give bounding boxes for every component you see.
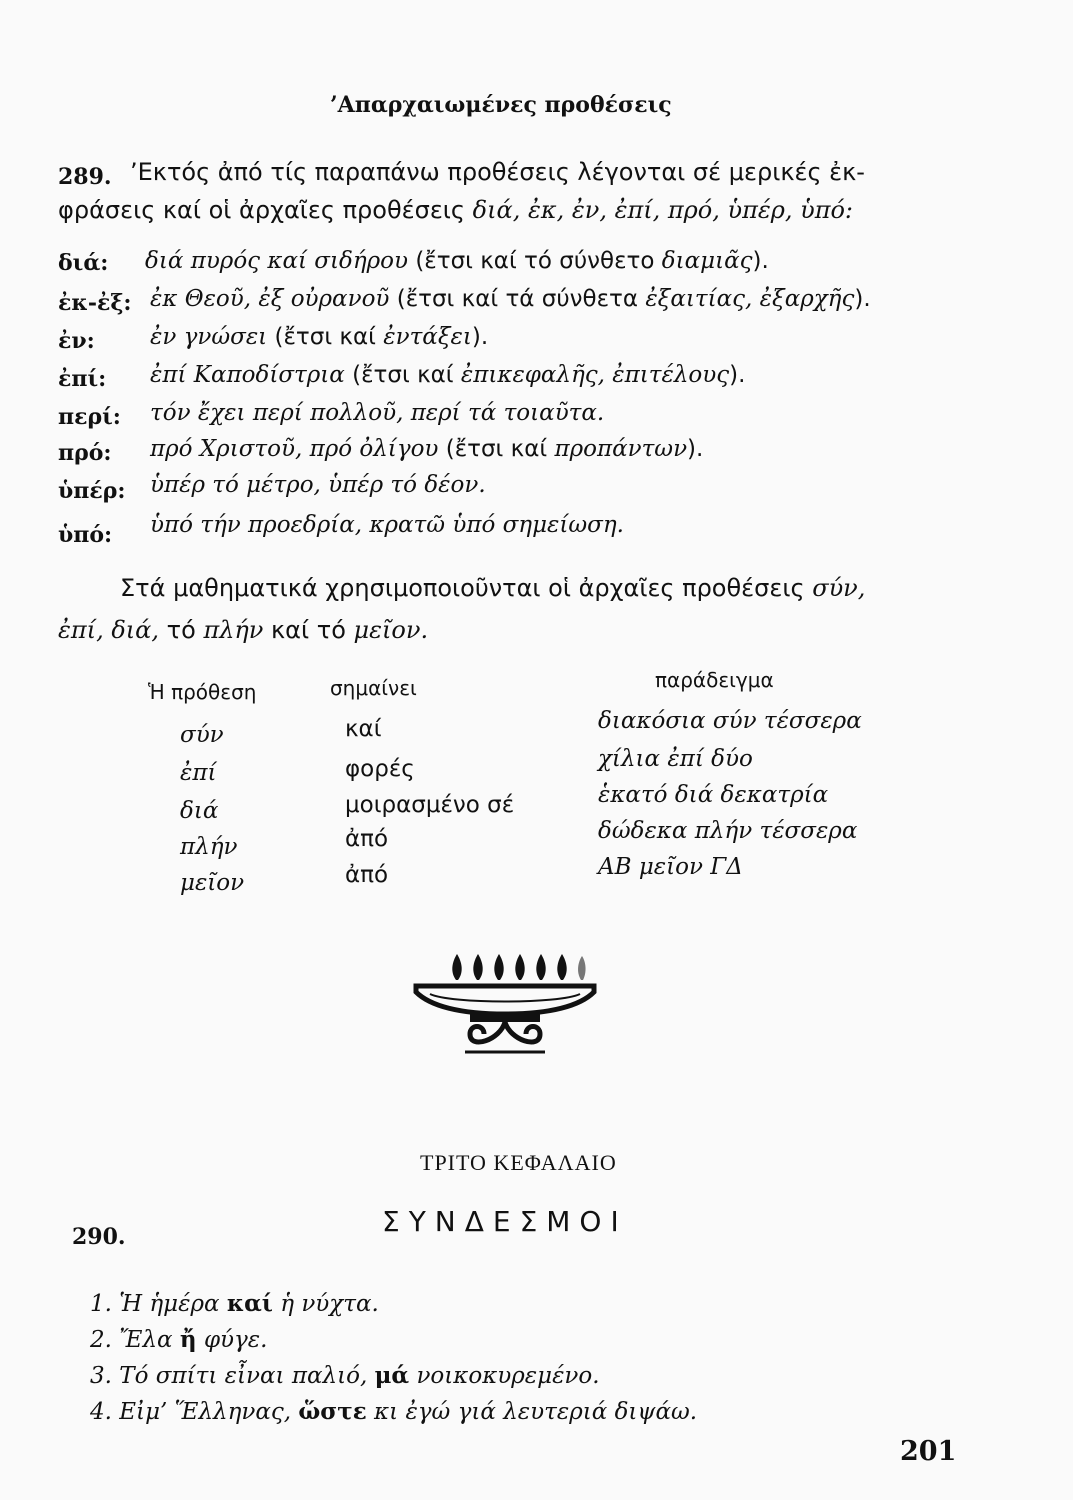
example-line-3 bbox=[90, 1362, 600, 1389]
preposition-example bbox=[150, 362, 745, 388]
example-end: ). bbox=[729, 362, 746, 388]
intro-line-1: ’Εκτός ἀπό τίς παραπάνω προθέσεις λέγονται σέ μερικές ἐκ- bbox=[130, 158, 865, 186]
example-number: 2. bbox=[90, 1327, 112, 1353]
lamp-ornament-icon bbox=[410, 950, 600, 1070]
table-cell-meaning: φορές bbox=[345, 756, 415, 782]
intro-line-2-text: φράσεις καί οἱ ἀρχαῖες προθέσεις bbox=[58, 196, 466, 224]
example-italic: πρό Χριστοῦ, πρό ὀλίγου bbox=[150, 436, 439, 462]
example-text: Ἔλα bbox=[119, 1327, 173, 1353]
preposition-example bbox=[150, 436, 703, 462]
preposition-example bbox=[150, 400, 604, 426]
preposition-label: περί: bbox=[58, 404, 121, 430]
math-paragraph-line-2 bbox=[58, 616, 428, 644]
math-italic: πλήν bbox=[203, 616, 264, 644]
table-cell-example: χίλια ἐπί δύο bbox=[598, 746, 753, 772]
preposition-label: ἐπί: bbox=[58, 366, 107, 392]
math-text: τό bbox=[166, 616, 196, 644]
example-italic-compound: προπάντων bbox=[554, 436, 688, 462]
example-italic: διά πυρός καί σιδήρου bbox=[145, 248, 409, 274]
example-line-4 bbox=[90, 1398, 697, 1425]
example-number: 3. bbox=[90, 1363, 112, 1389]
table-cell-preposition: ἐπί bbox=[180, 760, 217, 786]
preposition-label: ὑπό: bbox=[58, 522, 113, 548]
preposition-example bbox=[150, 324, 488, 350]
math-paragraph-line-1 bbox=[120, 574, 865, 602]
example-italic: τόν ἔχει περί πολλοῦ, περί τά τοιαῦτα. bbox=[150, 400, 605, 426]
table-header-meaning: σημαίνει bbox=[330, 676, 417, 700]
table-cell-meaning: ἀπό bbox=[345, 826, 389, 852]
example-italic-compound: ἐντάξει bbox=[383, 324, 472, 350]
example-italic: ἐν γνώσει bbox=[150, 324, 268, 350]
example-text: Ἡ ἡμέρα bbox=[119, 1291, 220, 1317]
example-end: ). bbox=[687, 436, 704, 462]
example-text: Εἰμ’ Ἕλληνας, bbox=[119, 1399, 292, 1425]
table-cell-example: δώδεκα πλήν τέσσερα bbox=[598, 818, 858, 844]
math-italic: μεῖον. bbox=[353, 616, 429, 644]
table-cell-meaning: μοιρασμένο σέ bbox=[345, 792, 515, 818]
table-cell-example: ἑκατό διά δεκατρία bbox=[598, 782, 829, 808]
example-line-2 bbox=[90, 1326, 267, 1353]
example-plain: (ἔτσι καί bbox=[445, 436, 548, 462]
math-text: Στά μαθηματικά χρησιμοποιοῦνται οἱ ἀρχαῖες προθέσεις bbox=[120, 574, 805, 602]
preposition-example bbox=[150, 472, 486, 498]
table-cell-example: διακόσια σύν τέσσερα bbox=[598, 708, 862, 734]
example-number: 1. bbox=[90, 1291, 112, 1317]
math-italic: σύν, bbox=[812, 574, 866, 602]
section-title: ’Απαρχαιωμένες προθέσεις bbox=[330, 92, 672, 118]
example-italic-compound: ἐπικεφαλῆς, ἐπιτέλους bbox=[460, 362, 730, 388]
example-italic: ὑπό τήν προεδρία, κρατῶ ὑπό σημείωση. bbox=[150, 512, 624, 538]
example-conjunction: ἤ bbox=[179, 1326, 197, 1353]
paragraph-number-290: 290. bbox=[72, 1224, 126, 1250]
example-italic-compound: διαμιᾶς bbox=[661, 248, 753, 274]
preposition-example bbox=[150, 512, 624, 538]
chapter-label: ΤΡΙΤΟ ΚΕΦΑΛΑΙΟ bbox=[420, 1150, 617, 1175]
example-plain: (ἔτσι καί τά σύνθετα bbox=[396, 286, 639, 312]
preposition-label: διά: bbox=[58, 250, 109, 276]
example-italic: ὑπέρ τό μέτρο, ὑπέρ τό δέον. bbox=[150, 472, 486, 498]
example-italic: ἐπί Καποδίστρια bbox=[150, 362, 345, 388]
example-end: ). bbox=[854, 286, 871, 312]
intro-line-2-prepositions: διά, ἐκ, ἐν, ἐπί, πρό, ὑπέρ, ὑπό: bbox=[472, 196, 853, 224]
example-plain: (ἔτσι καί bbox=[274, 324, 376, 350]
example-plain: (ἔτσι καί τό σύνθετο bbox=[415, 248, 655, 274]
example-line-1 bbox=[90, 1290, 379, 1317]
table-cell-meaning: καί bbox=[345, 716, 382, 742]
example-end: ). bbox=[471, 324, 489, 350]
page-number: 201 bbox=[900, 1436, 957, 1467]
preposition-label: ὑπέρ: bbox=[58, 478, 126, 504]
table-cell-preposition: μεῖον bbox=[180, 870, 245, 896]
example-italic: ἐκ Θεοῦ, ἐξ οὐρανοῦ bbox=[150, 286, 390, 312]
example-text: ἡ νύχτα. bbox=[280, 1291, 379, 1317]
table-header-preposition: Ἡ πρόθεση bbox=[148, 680, 257, 704]
preposition-label: πρό: bbox=[58, 440, 112, 466]
example-conjunction: καί bbox=[226, 1290, 273, 1317]
table-cell-preposition: διά bbox=[180, 798, 219, 824]
example-text: φύγε. bbox=[203, 1327, 268, 1353]
math-text: καί τό bbox=[271, 616, 346, 644]
example-text: νοικοκυρεμένο. bbox=[416, 1363, 600, 1389]
example-end: ). bbox=[752, 248, 769, 274]
table-cell-preposition: πλήν bbox=[180, 834, 238, 860]
preposition-label: ἐκ-ἐξ: bbox=[58, 290, 132, 316]
table-cell-example: ΑΒ μεῖον ΓΔ bbox=[598, 854, 743, 880]
preposition-example bbox=[150, 286, 871, 312]
example-conjunction: μά bbox=[374, 1362, 410, 1389]
preposition-label: ἐν: bbox=[58, 328, 95, 354]
example-conjunction: ὥστε bbox=[298, 1398, 367, 1425]
example-italic-compound: ἐξαιτίας, ἐξαρχῆς bbox=[645, 286, 855, 312]
preposition-example bbox=[145, 248, 769, 274]
intro-line-2 bbox=[58, 196, 853, 224]
paragraph-number-289: 289. bbox=[58, 164, 112, 190]
table-cell-preposition: σύν bbox=[180, 722, 224, 748]
example-text: Τό σπίτι εἶναι παλιό, bbox=[119, 1363, 368, 1389]
example-plain: (ἔτσι καί bbox=[352, 362, 454, 388]
example-text: κι ἐγώ γιά λευτεριά διψάω. bbox=[374, 1399, 698, 1425]
table-header-example: παράδειγμα bbox=[655, 668, 774, 692]
math-italic: ἐπί, διά, bbox=[58, 616, 160, 644]
table-cell-meaning: ἀπό bbox=[345, 862, 389, 888]
chapter-title: ΣΥΝΔΕΣΜΟΙ bbox=[382, 1205, 628, 1238]
example-number: 4. bbox=[90, 1399, 112, 1425]
